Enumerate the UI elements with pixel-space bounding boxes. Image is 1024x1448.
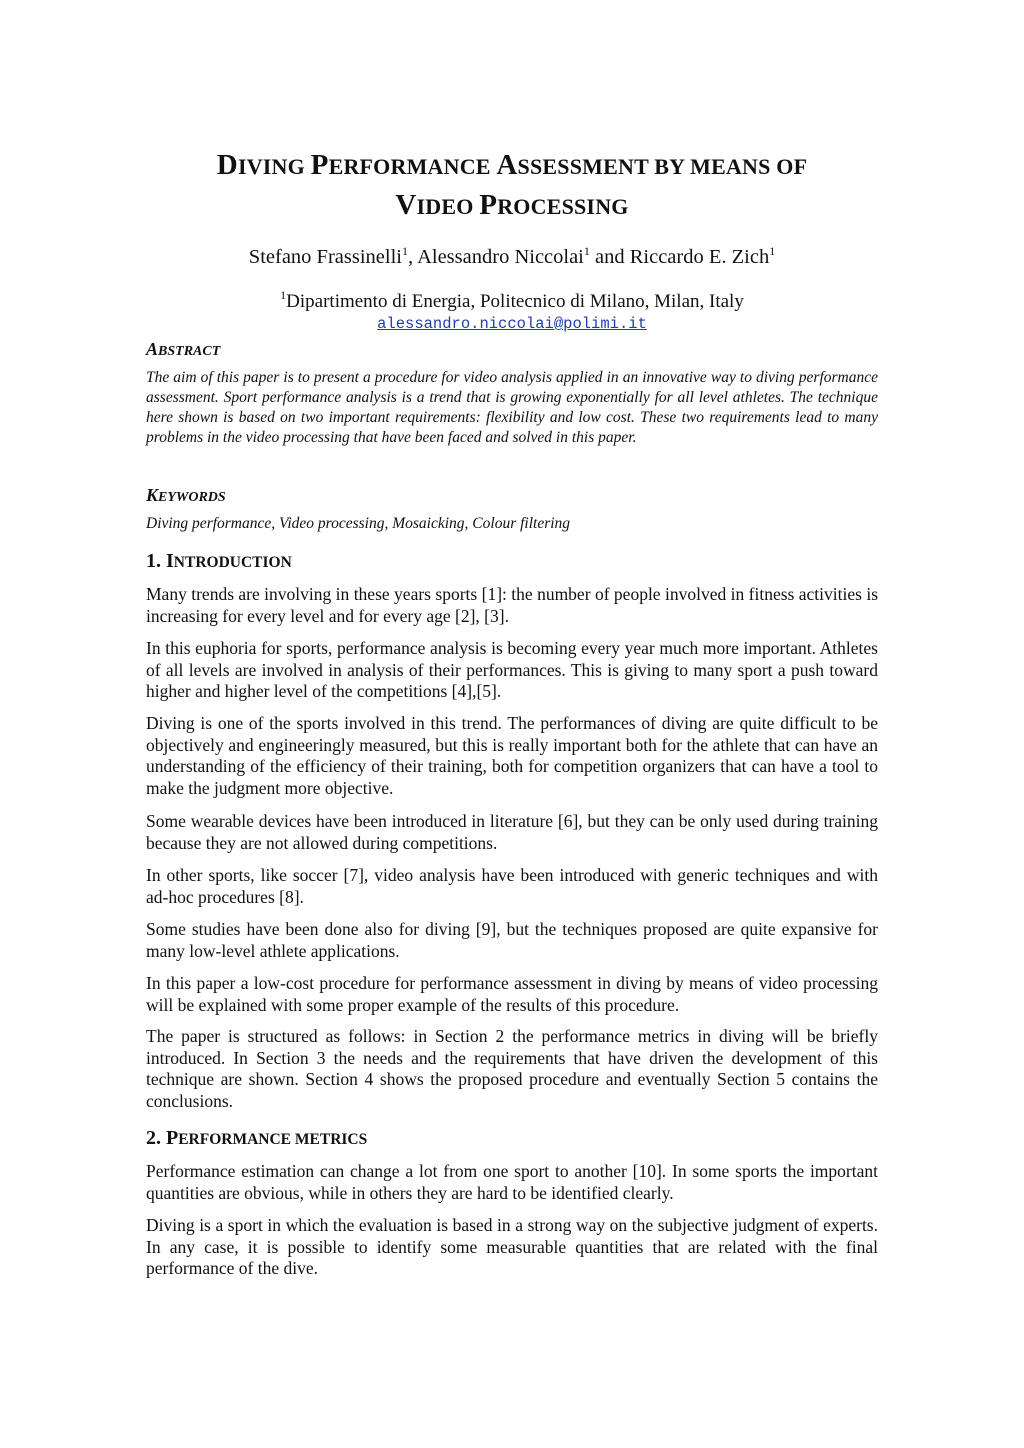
metrics-paragraph-1: Performance estimation can change a lot from one sport to another [10]. In some sports the important quantities are obvious, while in others they are hard to be identified clearly. [146, 1161, 878, 1203]
abstract-heading: ABSTRACT [146, 339, 221, 359]
affiliation: $^1$Dipartimento di Energia, Politecnico di Milano, Milan, Italy [280, 288, 744, 312]
intro-paragraph-7: In this paper a low-cost procedure for performance assessment in diving by means of video processing will be explained with some proper example of the results of this procedure. [146, 973, 878, 1015]
intro-paragraph-3: Diving is one of the sports involved in this trend. The performances of diving are quite difficult to be objectively and engineeringly measured, but this is really important both for the athlete that can have an understanding of the efficiency of their training, both for competition organizers that can have a tool to make the judgment more objective. [146, 713, 878, 799]
keywords-text: Diving performance, Video processing, Mosaicking, Colour filtering [146, 515, 571, 532]
title-line-2: VIDEO PROCESSING [395, 189, 629, 221]
email-link[interactable]: alessandro.niccolai@polimi.it [377, 315, 647, 333]
section-1-heading: 1. INTRODUCTION [146, 550, 292, 572]
intro-paragraph-6: Some studies have been done also for diving [9], but the techniques proposed are quite expansive for many low-level athlete applications. [146, 919, 878, 961]
intro-paragraph-1: Many trends are involving in these years sports [1]: the number of people involved in fitness activities is increasing for every level and for every age [2], [3]. [146, 584, 878, 626]
title-line-1: DIVING PERFORMANCE ASSESSMENT BY MEANS OF [216, 149, 808, 181]
intro-paragraph-2: In this euphoria for sports, performance analysis is becoming every year much more important. Athletes of all levels are involved in analysis of their performances. This is giving to many sport a push toward higher and higher level of the competitions [4],[5]. [146, 638, 878, 702]
author-list: Stefano Frassinelli$^1$, Alessandro Niccolai$^1$ and Riccardo E. Zich$^1$ [248, 244, 776, 268]
metrics-paragraph-2: Diving is a sport in which the evaluation is based in a strong way on the subjective judgment of experts. In any case, it is possible to identify some measurable quantities that are related with the final performance of the dive. [146, 1215, 878, 1279]
author-email [146, 314, 878, 334]
intro-paragraph-4: Some wearable devices have been introduced in literature [6], but they can be only used during training because they are not allowed during competitions. [146, 811, 878, 853]
keywords-heading: KEYWORDS [146, 485, 226, 505]
paper-title [146, 146, 878, 226]
section-2-heading: 2. PERFORMANCE METRICS [146, 1127, 368, 1149]
abstract-text: The aim of this paper is to present a procedure for video analysis applied in an innovative way to diving performance assessment. Sport performance analysis is a trend that is growing exponentially for all level athletes. The technique here shown is based on two important requirements: flexibility and low cost. These two requirements lead to many problems in the video processing that have been faced and solved in this paper. [146, 369, 878, 446]
intro-paragraph-5: In other sports, like soccer [7], video analysis have been introduced with generic techniques and with ad-hoc procedures [8]. [146, 865, 878, 907]
intro-paragraph-8: The paper is structured as follows: in Section 2 the performance metrics in diving will be briefly introduced. In Section 3 the needs and the requirements that have driven the development of this technique are shown. Section 4 shows the proposed procedure and eventually Section 5 contains the conclusions. [146, 1026, 878, 1112]
